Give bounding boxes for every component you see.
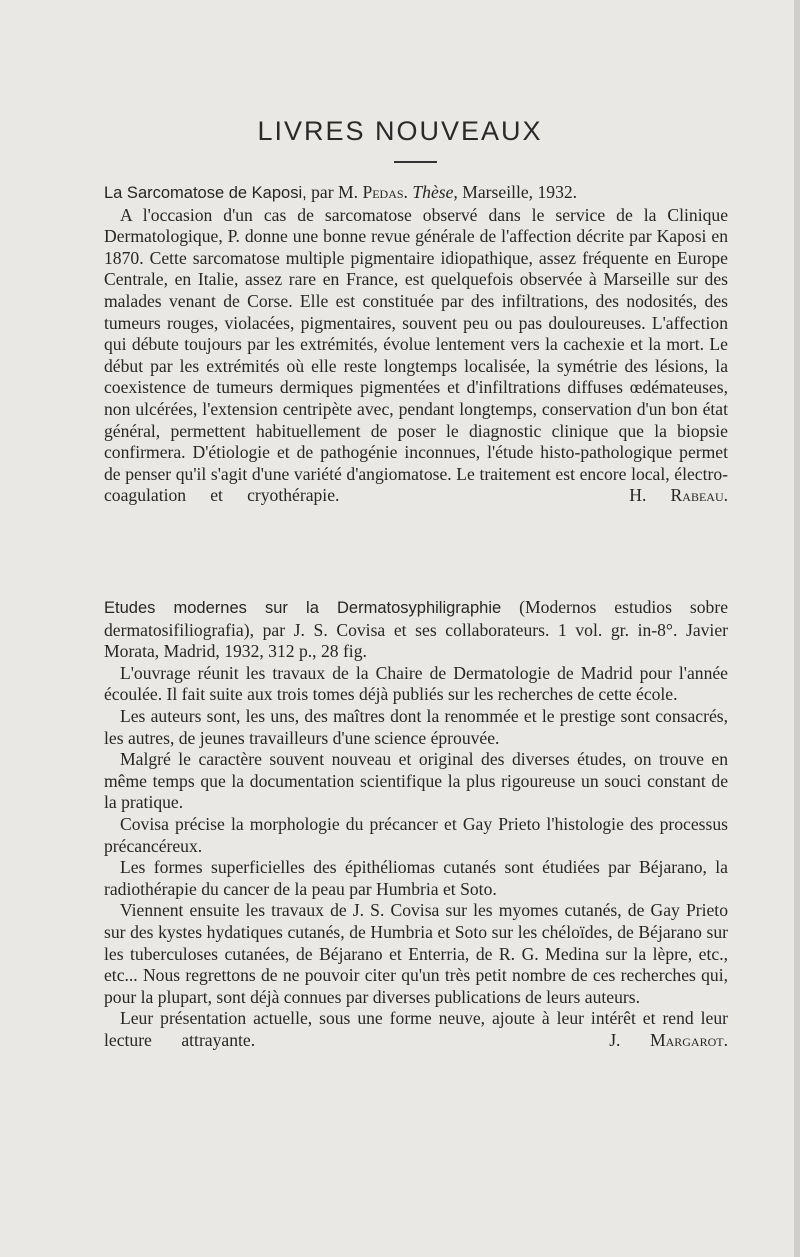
review-derm-heading (104, 597, 728, 663)
reviewer-signature: J. Margarot. (609, 1029, 728, 1050)
review-body-text: A l'occasion d'un cas de sarcomatose observé dans le service de la Clinique Dermatologique, P. donne une bonne revue générale de l'affection décrite par Kaposi en 1870. Cette sarcomatose multiple pigmentaire idiopathique, assez fréquente en Europe Centrale, en Italie, assez rare en France, est quelquefois observée à Marseille sur des malades venant de Corse. Elle est constituée par des infiltrations, des nodosités, des tumeurs rouges, violacées, pigmentaires, souvent peu ou pas douloureuses. L'affection qui débute toujours par les extrémités, évolue lentement vers la cachexie et la mort. Le début par les extrémités où elle reste longtemps localisée, la symétrie des lésions, la coexistence de tumeurs dermiques pigmentées et d'infiltrations diffuses œdémateuses, non ulcérées, l'extension centripète avec, pendant longtemps, conservation d'un bon état général, permettent habituellement de poser le diagnostic clinique que la biopsie confirmera. D'étiologie et de pathogénie inconnues, l'étude histo-pathologique permet de penser qu'il s'agit d'une variété d'angiomatose. Le traitement est encore local, électro-coagulation et cryothérapie. (104, 204, 728, 506)
review-dermatosyphiligraphie (104, 597, 728, 1051)
paragraph: L'ouvrage réunit les travaux de la Chaire de Dermatologie de Madrid pour l'année écoulée. Il fait suite aux trois tomes déjà publiés sur les recherches de cette école. (104, 662, 728, 705)
paragraph-text: Leur présentation actuelle, sous une forme neuve, ajoute à leur intérêt et rend leur lecture attrayante. (104, 1008, 728, 1050)
paragraph: Viennent ensuite les travaux de J. S. Covisa sur les myomes cutanés, de Gay Prieto sur des kystes hydatiques cutanés, de Humbria et Soto sur les chéloïdes, de Béjarano sur les tuberculoses cutanées, de Béjarano et Enterria, de R. G. Medina sur la lèpre, etc., etc... Nous regrettons de ne pouvoir citer qu'un très petit nombre de ces recherches qui, pour la plupart, sont déjà connues par diverses publications de leurs auteurs. (104, 900, 728, 1007)
book-title: Etudes modernes sur la Dermatosyphiligraphie (104, 599, 502, 617)
review-kaposi (104, 182, 728, 507)
paragraph: Malgré le caractère souvent nouveau et original des diverses études, on trouve en même temps que la documentation scientifique la plus rigoureuse un souci constant de la pratique. (104, 749, 728, 813)
author-intro: par M. (311, 182, 359, 202)
author-name: Pedas. (362, 182, 408, 202)
reviewer-signature: H. Rabeau. (629, 485, 729, 506)
page-edge (794, 0, 800, 1257)
page-title: LIVRES NOUVEAUX (257, 116, 543, 146)
review-kaposi-heading (104, 182, 728, 205)
book-details: (Modernos estudios sobre dermatosifiliografia), par J. S. Covisa et ses collaborateurs. 1 vol. gr. in-8°. Javier Morata, Madrid, 1932, 312 p., 28 fig. (104, 597, 729, 662)
review-kaposi-body (104, 205, 728, 507)
paragraph-final (104, 1008, 728, 1051)
book-title: La Sarcomatose de Kaposi, (104, 184, 307, 202)
paragraph: Les auteurs sont, les uns, des maîtres dont la renommée et le prestige sont consacrés, les autres, de jeunes travailleurs d'une science éprouvée. (104, 705, 728, 748)
publication-type: Thèse, (412, 182, 458, 202)
paragraph: Covisa précise la morphologie du précancer et Gay Prieto l'histologie des processus précancéreux. (104, 813, 728, 856)
publication-info: Marseille, 1932. (462, 182, 578, 202)
title-rule (394, 161, 437, 163)
paragraph: Les formes superficielles des épithéliomas cutanés sont étudiées par Béjarano, la radiothérapie du cancer de la peau par Humbria et Soto. (104, 857, 728, 899)
